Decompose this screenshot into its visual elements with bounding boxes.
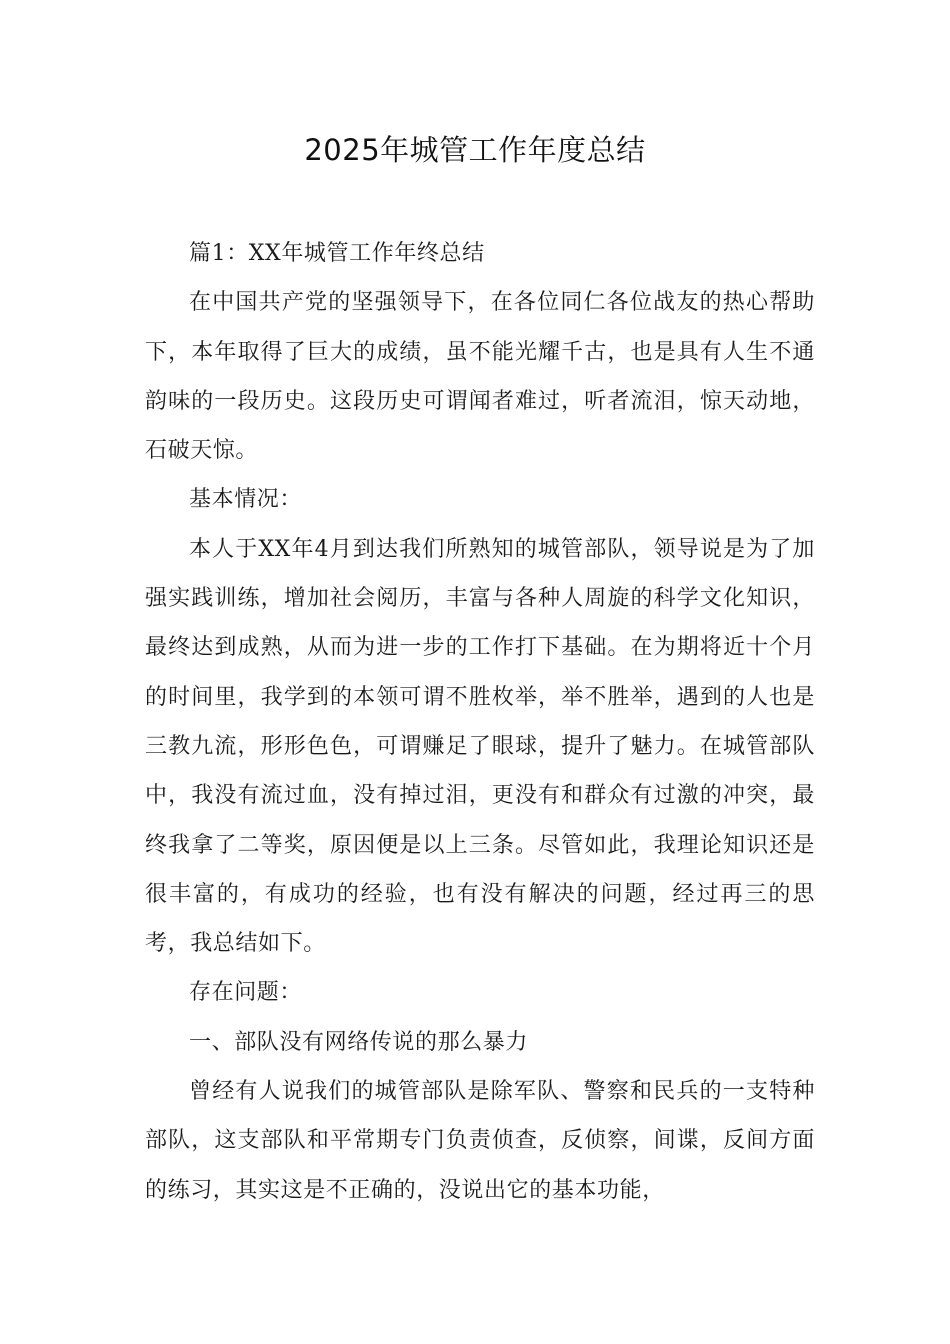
document-body xyxy=(145,229,815,1215)
paragraph-problem-one: 曾经有人说我们的城管部队是除军队、警察和民兵的一支特种部队，这支部队和平常期专门负责侦查，反侦察，间谍，反间方面的练习，其实这是不正确的，没说出它的基本功能， xyxy=(145,1079,815,1203)
paragraph-basic-info-heading: 基本情况： xyxy=(189,487,303,513)
paragraph-section-heading: 篇1：XX年城管工作年终总结 xyxy=(189,241,485,266)
document-title: 2025年城管工作年度总结 xyxy=(304,133,646,167)
paragraph-problems-heading: 存在问题： xyxy=(189,980,303,1006)
paragraph-problem-one-heading: 一、部队没有网络传说的那么暴力 xyxy=(189,1029,529,1055)
paragraph-intro: 在中国共产党的坚强领导下，在各位同仁各位战友的热心帮助下，本年取得了巨大的成绩，虽不能光耀千古，也是具有人生不通韵味的一段历史。这段历史可谓闻者难过，听者流泪，惊天动地，石破天惊。 xyxy=(145,290,815,464)
paragraph-basic-info: 本人于XX年4月到达我们所熟知的城管部队，领导说是为了加强实践训练，增加社会阅历，丰富与各种人周旋的科学文化知识，最终达到成熟，从而为进一步的工作打下基础。在为期将近十个月的时间里，我学到的本领可谓不胜枚举，举不胜举，遇到的人也是三教九流，形形色色，可谓赚足了眼球，提升了魅力。在城管部队中，我没有流过血，没有掉过泪，更没有和群众有过激的冲突，最终我拿了二等奖，原因便是以上三条。尽管如此，我理论知识还是很丰富的，有成功的经验，也有没有解决的问题，经过再三的思考，我总结如下。 xyxy=(145,536,815,957)
